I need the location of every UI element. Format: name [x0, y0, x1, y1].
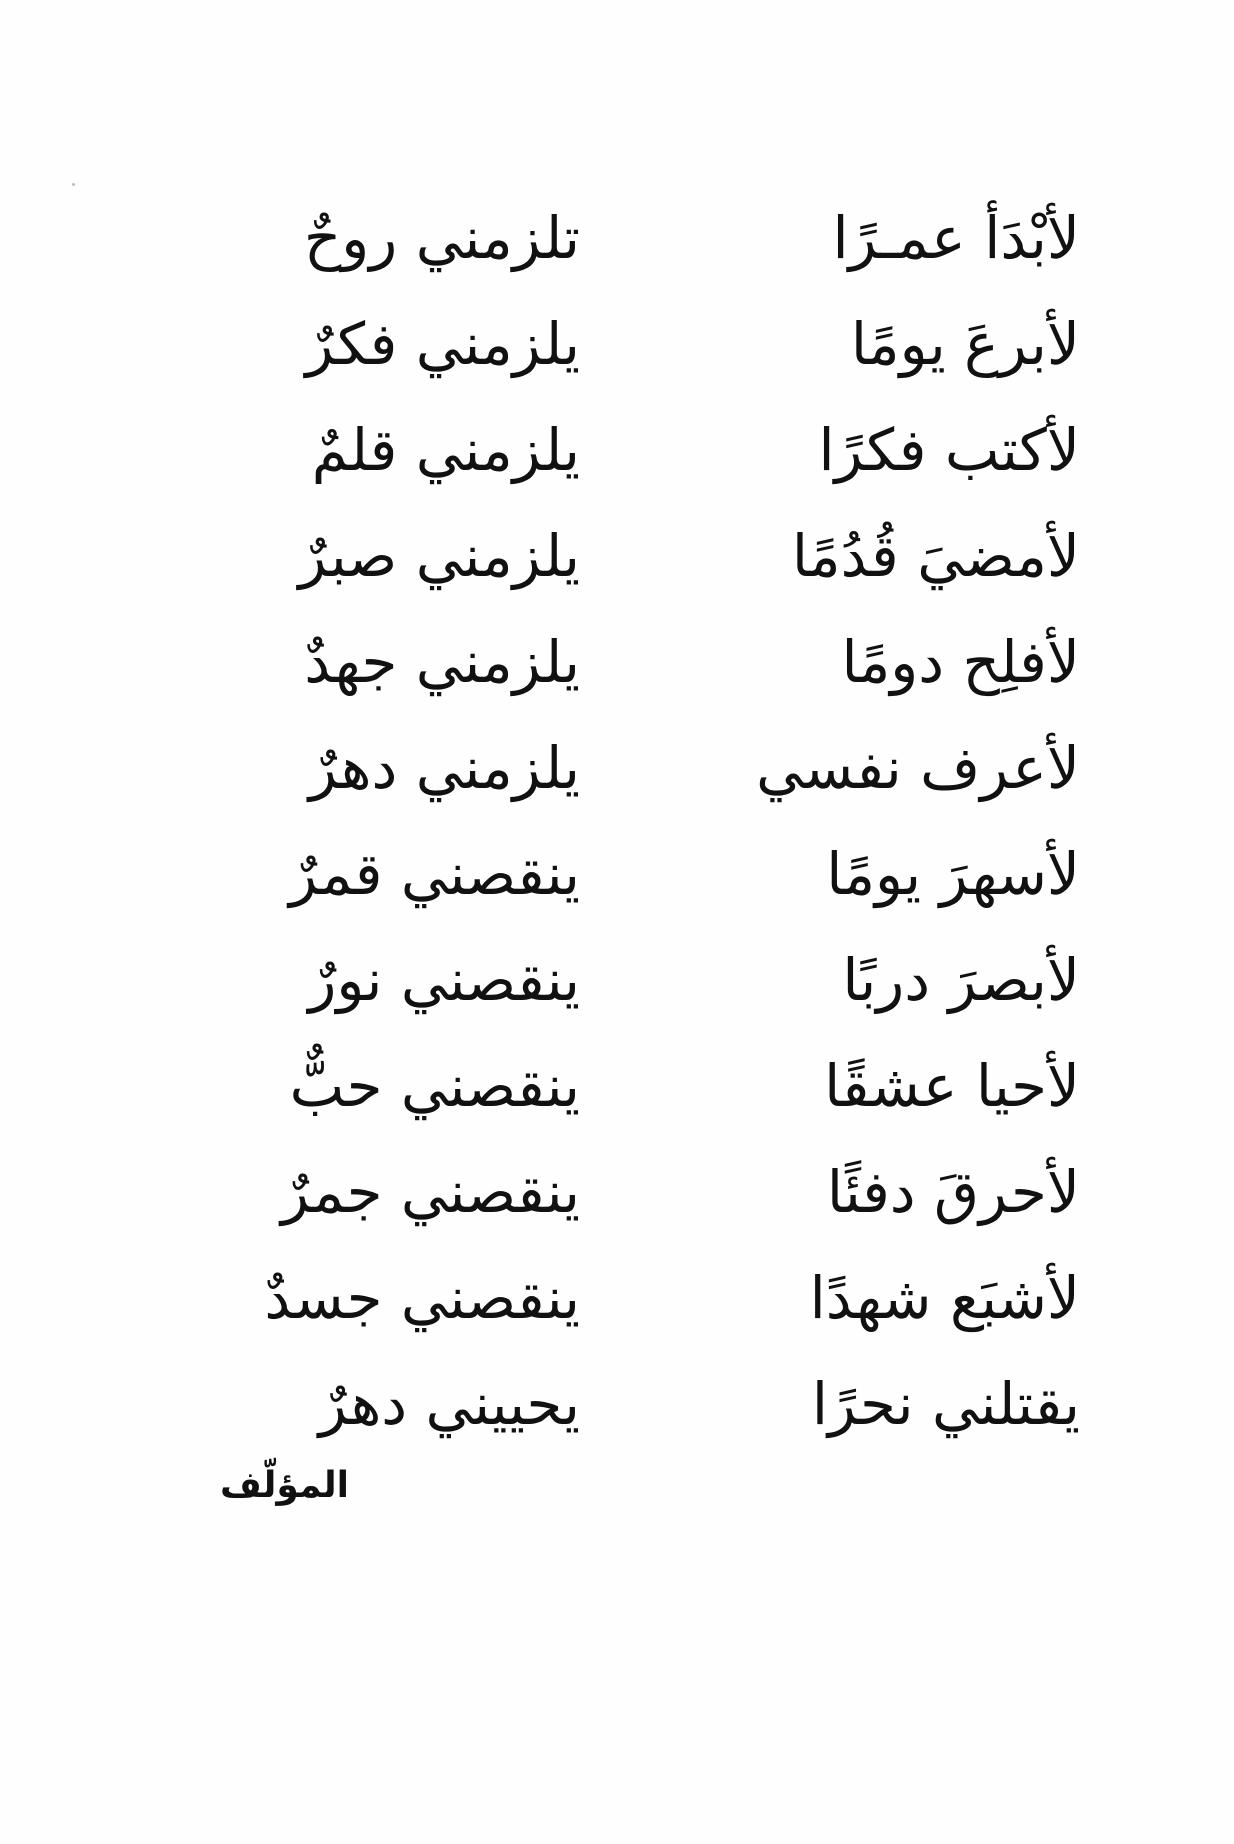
verse-row [200, 1246, 1080, 1352]
verse-second-hemistich: ينقصني نورٌ [308, 946, 580, 1015]
verse-first-hemistich: لأكتب فكرًا [818, 416, 1080, 485]
verse-row [200, 928, 1080, 1034]
verse-row [200, 716, 1080, 822]
verse-row [200, 504, 1080, 610]
verse-first-hemistich: لأعرف نفسي [756, 734, 1080, 803]
verse-first-hemistich: لأشبَع شهدًا [809, 1264, 1080, 1333]
verse-second-hemistich: يلزمني دهرٌ [308, 734, 580, 803]
verse-second-hemistich: يحييني دهرٌ [318, 1370, 580, 1439]
verse-second-hemistich: تلزمني روحٌ [303, 204, 580, 273]
verse-second-hemistich: ينقصني حبٌّ [289, 1052, 580, 1121]
verse-second-hemistich: يلزمني قلمٌ [311, 416, 580, 485]
verse-second-hemistich: ينقصني قمرٌ [289, 840, 580, 909]
verse-row [200, 1034, 1080, 1140]
verse-first-hemistich: لأبْدَأ عمـرًا [832, 204, 1080, 273]
verse-row [200, 610, 1080, 716]
verse-first-hemistich: لأفلِح دومًا [841, 628, 1080, 697]
verse-second-hemistich: يلزمني صبرٌ [298, 522, 580, 591]
verse-second-hemistich: ينقصني جسدٌ [264, 1264, 580, 1333]
verse-first-hemistich: لأبصرَ دربًا [842, 946, 1080, 1015]
verse-row [200, 1140, 1080, 1246]
verse-second-hemistich: يلزمني جهدٌ [304, 628, 580, 697]
verse-first-hemistich: لأحيا عشقًا [824, 1052, 1080, 1121]
verse-row [200, 1352, 1080, 1458]
verse-row [200, 398, 1080, 504]
verse-second-hemistich: يلزمني فكرٌ [305, 310, 580, 379]
author-signature: المؤلّف [220, 1465, 349, 1506]
verse-first-hemistich: لأمضيَ قُدُمًا [791, 522, 1080, 591]
verse-second-hemistich: ينقصني جمرٌ [281, 1158, 580, 1227]
verse-first-hemistich: يقتلني نحرًا [811, 1370, 1080, 1439]
verse-row [200, 186, 1080, 292]
verse-first-hemistich: لأحرقَ دفئًا [826, 1158, 1080, 1227]
verse-row [200, 822, 1080, 928]
poem [200, 186, 1080, 1458]
verse-first-hemistich: لأبرعَ يومًا [850, 310, 1080, 379]
paper-speck [72, 183, 75, 186]
verse-row [200, 292, 1080, 398]
verse-first-hemistich: لأسهرَ يومًا [826, 840, 1080, 909]
